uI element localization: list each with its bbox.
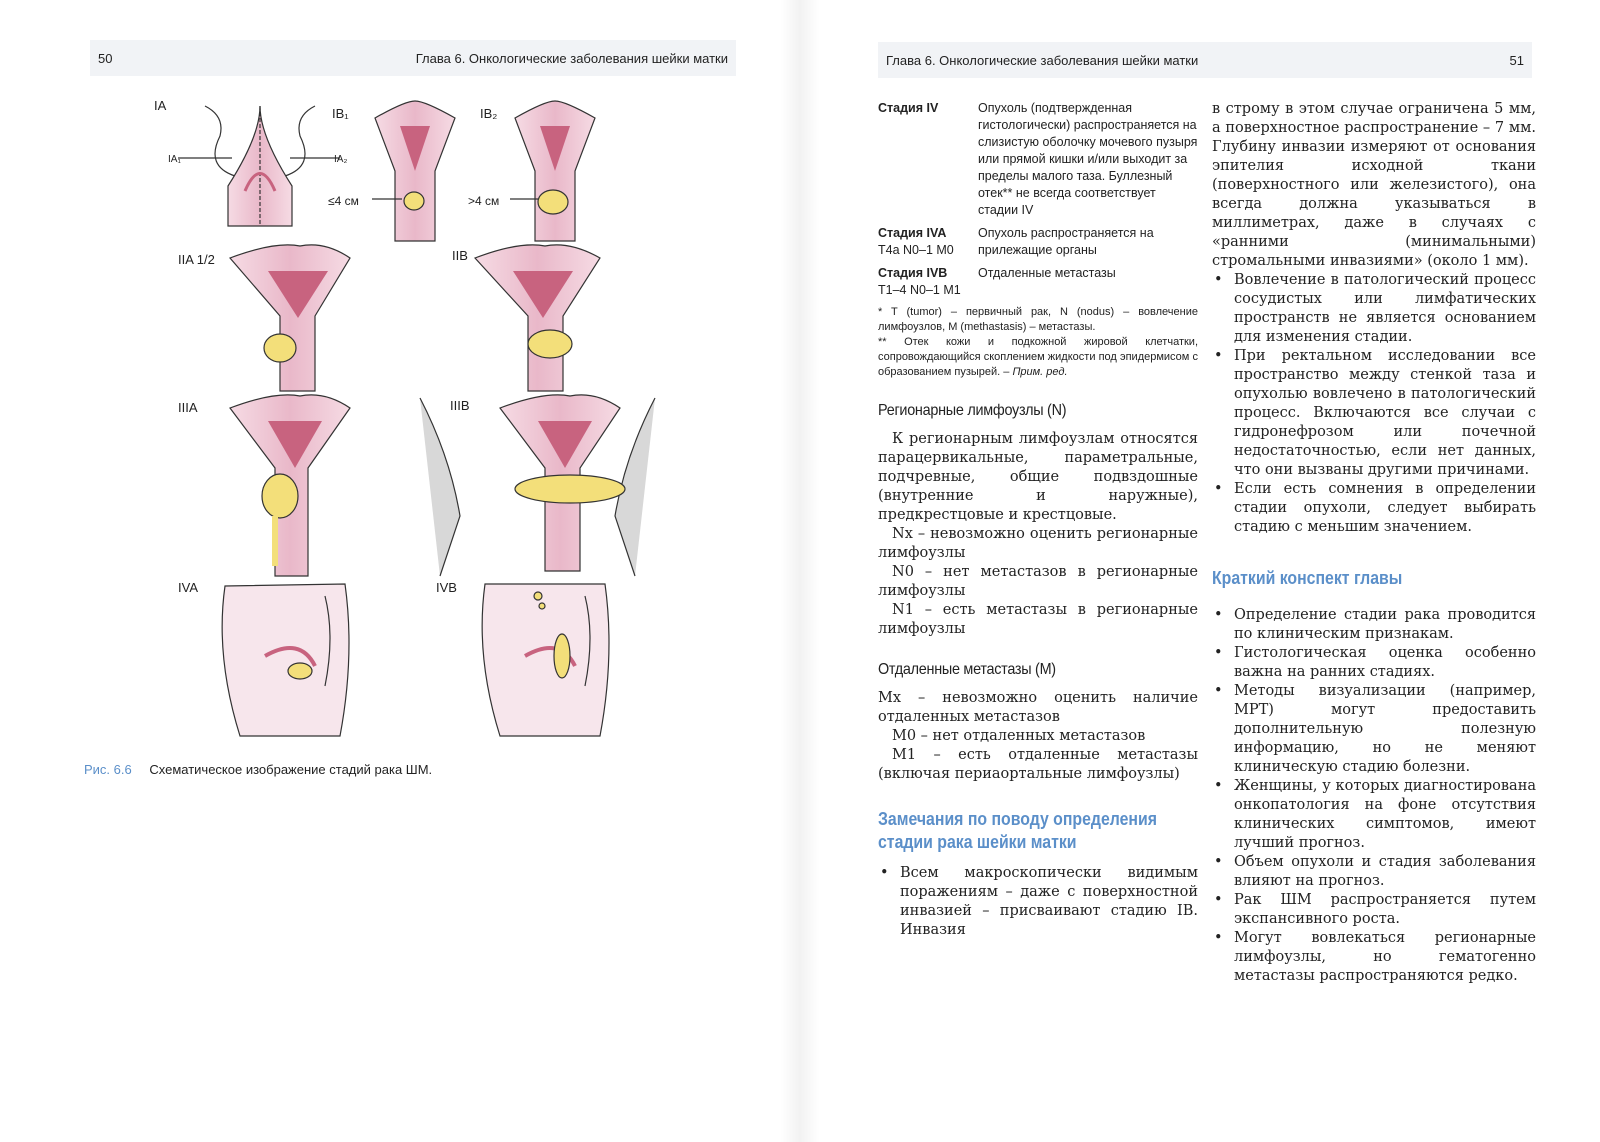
diagram-ib1 <box>372 101 455 241</box>
running-head-right: Глава 6. Онкологические заболевания шейки матки <box>886 52 1199 68</box>
label-iib: IIB <box>452 248 468 263</box>
footnote-2-note: Прим. ред. <box>1012 366 1068 378</box>
list-item: • Объем опухоли и стадия заболевания влияют на прогноз. <box>1212 853 1536 891</box>
label-ib2: IB₂ <box>480 106 498 121</box>
diagram-iiia <box>230 395 350 576</box>
label-ia1: IA₁ <box>168 154 181 165</box>
label-iiib: IIIB <box>450 398 470 413</box>
list-item: • Определение стадии рака проводится по клиническим признакам. <box>1212 606 1536 644</box>
remarks-list <box>878 864 1198 940</box>
right-column-2 <box>1212 100 1536 986</box>
paragraph-n0: N0 – нет метастазов в регионарные лимфоузлы <box>878 564 1198 599</box>
section-title-remarks: Замечания по поводу определения стадии рака шейки матки <box>878 809 1157 852</box>
label-gt4cm: >4 см <box>468 194 500 208</box>
list-item: • Всем макроскопически видимым поражениям – даже с поверхностной инвазией – присваивают стадию IB. Инвазия <box>878 864 1198 940</box>
figure-number: Рис. 6.6 <box>84 762 132 777</box>
label-ia: IA <box>154 98 167 113</box>
list-item: • Если есть сомнения в определении стадии опухоли, следует выбирать стадию с меньшим значением. <box>1212 480 1536 537</box>
diagram-iia <box>230 245 350 391</box>
stage-name: Стадия IVA <box>878 226 947 240</box>
label-iiia: IIIA <box>178 400 198 415</box>
label-ib1: IB₁ <box>332 106 349 121</box>
running-head-left: Глава 6. Онкологические заболевания шейки матки <box>415 50 728 66</box>
stage-description: Опухоль (подтвержденная гистологически) распространяется на слизистую оболочку мочевого пузыря или прямой кишки и/или выходит за пределы малого таза. Буллезный отек** не всегда соответствует стадии IV <box>978 101 1198 217</box>
label-ivb: IVB <box>436 580 457 595</box>
label-iva: IVA <box>178 580 198 595</box>
diagram-ia <box>178 106 340 226</box>
page-number-right: 51 <box>1509 52 1524 68</box>
label-le4cm: ≤4 см <box>328 194 359 208</box>
page-gutter <box>780 0 820 1142</box>
figure-cervical-cancer-stages <box>150 96 690 756</box>
stage-name: Стадия IV <box>878 101 939 115</box>
left-running-header <box>90 40 736 76</box>
footnote-2-text: ** Отек кожи и подкожной жировой клетчатки, сопровождающийся скоплением жидкости под эпидермисом с образованием пузырей. – <box>878 336 1198 378</box>
diagram-iiib <box>420 395 655 576</box>
paragraph-mx: Mx – невозможно оценить наличие отдаленных метастазов <box>878 690 1198 725</box>
footnote-2 <box>878 335 1198 380</box>
paragraph-regional-nodes: К регионарным лимфоузлам относятся парацервикальные, параметральные, подчревные, общие подвздошные (внутренние и наружные), предкрестцовые и крестцовые. <box>878 431 1198 523</box>
stage-table <box>878 100 1198 299</box>
paragraph-continuation: в строму в этом случае ограничена 5 мм, а поверхностное распространение – 7 мм. Глубину инвазии измеряют от основания эпителия исходной ткани (поверхностного или железистого), она всегда должна указываться в миллиметрах, даже в случаях с «ранними (минимальными) стромальными инвазиями» (около 1 мм). <box>1212 101 1536 269</box>
footnotes <box>878 305 1198 380</box>
heading-regional-nodes: Регионарные лимфоузлы (N) <box>878 402 1067 419</box>
diagram-iva <box>222 584 349 736</box>
page-number-left: 50 <box>98 50 113 66</box>
list-item: • При ректальном исследовании все пространство между стенкой таза и опухолью вовлечено в патологический процесс. Включаются все случаи с гидронефрозом или почечной недостаточностью, если нет данных, что они вызваны другими причинами. <box>1212 347 1536 480</box>
list-item: • Рак ШМ распространяется путем экспансивного роста. <box>1212 891 1536 929</box>
diagram-ib2 <box>510 101 595 241</box>
stage-row <box>878 100 1198 219</box>
label-iia: IIA 1/2 <box>178 252 215 267</box>
stage-description: Отдаленные метастазы <box>978 266 1116 280</box>
list-item: • Женщины, у которых диагностирована онкопатология на фоне отсутствия клинических симптомов, имеют лучший прогноз. <box>1212 777 1536 853</box>
remarks-list-continued <box>1212 271 1536 537</box>
right-running-header <box>878 42 1532 78</box>
right-column-1 <box>878 100 1198 940</box>
section-title-summary: Краткий конспект главы <box>1212 568 1403 588</box>
stage-row <box>878 225 1198 259</box>
stage-name: Стадия IVB <box>878 266 948 280</box>
stage-description: Опухоль распространяется на прилежащие органы <box>978 226 1154 257</box>
stage-tnm: T1–4 N0–1 M1 <box>878 283 961 297</box>
summary-list <box>1212 606 1536 986</box>
list-item: • Методы визуализации (например, МРТ) могут предоставить дополнительную полезную информацию, но не меняют клиническую стадию болезни. <box>1212 682 1536 777</box>
paragraph-m1: M1 – есть отдаленные метастазы (включая периаортальные лимфоузлы) <box>878 747 1198 782</box>
paragraph-n1: N1 – есть метастазы в регионарные лимфоузлы <box>878 602 1198 637</box>
list-item: • Вовлечение в патологический процесс сосудистых или лимфатических пространств не является основанием для изменения стадии. <box>1212 271 1536 347</box>
paragraph-m0: M0 – нет отдаленных метастазов <box>892 728 1146 744</box>
paragraph-nx: Nx – невозможно оценить регионарные лимфоузлы <box>878 526 1198 561</box>
label-ia2: IA₂ <box>334 154 348 165</box>
stages-illustration <box>150 96 690 756</box>
list-item: • Могут вовлекаться регионарные лимфоузлы, но гематогенно метастазы распространяются редко. <box>1212 929 1536 986</box>
figure-caption <box>84 762 432 777</box>
list-item: • Гистологическая оценка особенно важна на ранних стадиях. <box>1212 644 1536 682</box>
diagram-iib <box>475 245 600 391</box>
stage-tnm: T4a N0–1 M0 <box>878 243 954 257</box>
footnote-1: * T (tumor) – первичный рак, N (nodus) – вовлечение лимфоузлов, M (methastasis) – метастазы. <box>878 306 1198 333</box>
figure-caption-text: Схематическое изображение стадий рака ШМ. <box>149 762 433 777</box>
heading-distant-metastases: Отдаленные метастазы (M) <box>878 661 1056 678</box>
diagram-ivb <box>482 584 609 736</box>
stage-row <box>878 265 1198 299</box>
